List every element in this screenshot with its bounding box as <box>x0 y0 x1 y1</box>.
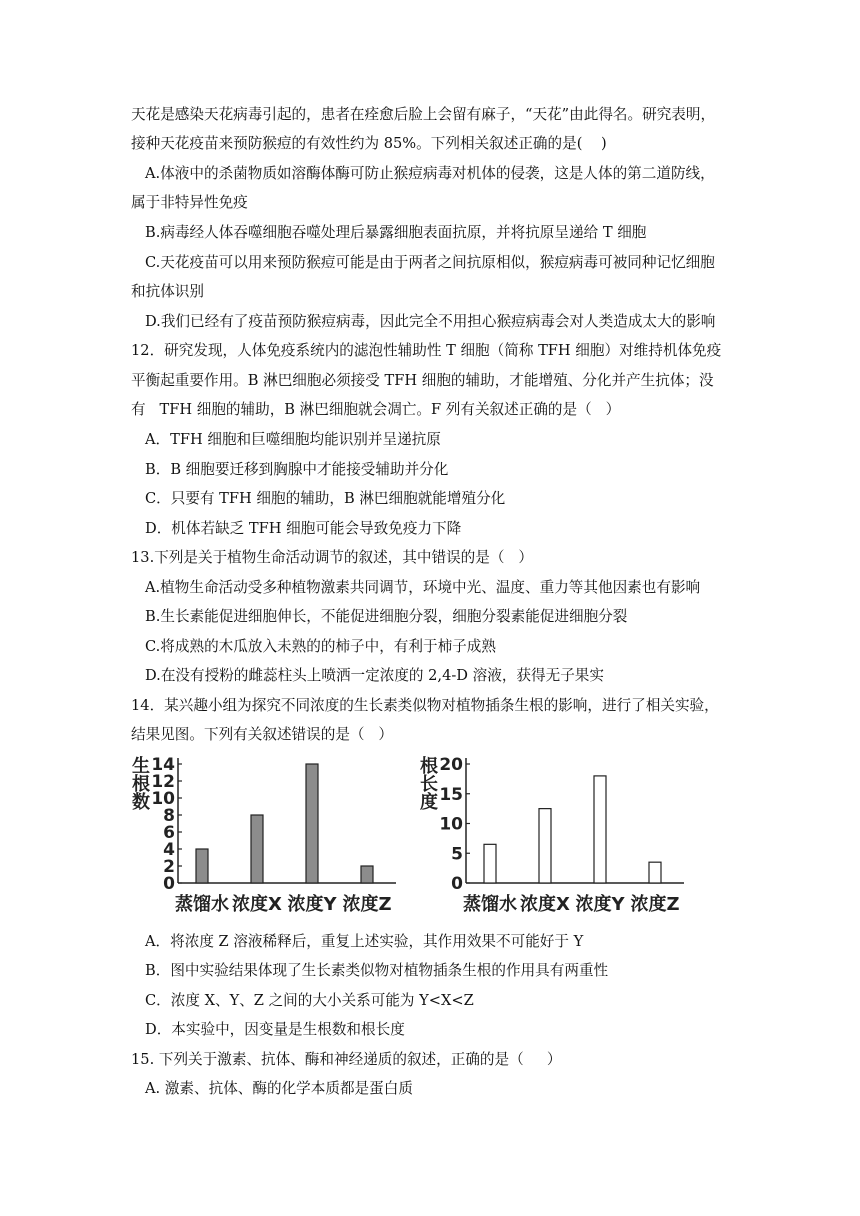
x-category-label: 浓度X <box>520 894 570 915</box>
q11-option-d: D.我们已经有了疫苗预防猴痘病毒，因此完全不用担心猴痘病毒会对人类造成太大的影响 <box>145 313 716 330</box>
q14-stem-line-2: 结果见图。下列有关叙述错误的是（ ） <box>131 726 394 743</box>
q11-stem-line-1: 天花是感染天花病毒引起的，患者在痊愈后脸上会留有麻子，“天花”由此得名。研究表明， <box>131 106 716 123</box>
chart-root-length <box>418 752 690 920</box>
x-category-label: 浓度X <box>232 894 282 915</box>
q14-option-a: A．将浓度 Z 溶液稀释后，重复上述实验，其作用效果不可能好于 Y <box>145 933 584 950</box>
q12-stem-line-1: 12．研究发现，人体免疫系统内的滤泡性辅助性 T 细胞（简称 TFH 细胞）对维持机体免疫 <box>131 342 722 359</box>
bar-浓度Y <box>306 764 318 883</box>
chart-root-count-svg <box>130 752 402 920</box>
y-tick-label: 0 <box>163 874 175 894</box>
q13-option-b: B.生长素能促进细胞伸长，不能促进细胞分裂，细胞分裂素能促进细胞分裂 <box>145 608 628 625</box>
q14-option-d: D．本实验中，因变量是生根数和根长度 <box>145 1021 405 1038</box>
y-tick-label: 14 <box>151 755 175 775</box>
q11-option-c-line-2: 和抗体识别 <box>131 283 204 300</box>
x-category-label: 蒸馏水 <box>463 894 517 915</box>
y-axis-label-char: 根 <box>420 756 438 777</box>
x-category-label: 浓度Y <box>575 894 625 915</box>
q12-option-a: A．TFH 细胞和巨噬细胞均能识别并呈递抗原 <box>145 431 441 448</box>
y-tick-label: 15 <box>439 784 463 805</box>
q12-option-b: B．B 细胞要迁移到胸腺中才能接受辅助并分化 <box>145 461 449 478</box>
bar-浓度Z <box>649 862 661 883</box>
y-tick-label: 8 <box>163 806 175 826</box>
y-tick-label: 20 <box>439 755 463 775</box>
q12-option-c: C．只要有 TFH 细胞的辅助，B 淋巴细胞就能增殖分化 <box>145 490 506 507</box>
y-tick-label: 4 <box>163 840 175 860</box>
y-tick-label: 6 <box>163 823 175 843</box>
q11-option-b: B.病毒经人体吞噬细胞吞噬处理后暴露细胞表面抗原，并将抗原呈递给 T 细胞 <box>145 224 647 241</box>
q11-option-a-line-2: 属于非特异性免疫 <box>131 194 248 211</box>
chart-root-count <box>130 752 402 920</box>
q15-option-a: A. 激素、抗体、酶的化学本质都是蛋白质 <box>145 1080 413 1097</box>
bar-蒸馏水 <box>484 844 496 883</box>
y-tick-label: 10 <box>439 814 463 835</box>
q13-option-a: A.植物生命活动受多种植物激素共同调节，环境中光、温度、重力等其他因素也有影响 <box>145 579 701 596</box>
bar-浓度X <box>539 809 551 883</box>
q11-stem-line-2: 接种天花疫苗来预防猴痘的有效性约为 85%。下列相关叙述正确的是( ) <box>131 135 607 152</box>
y-tick-label: 10 <box>151 789 175 809</box>
y-axis-label-char: 数 <box>132 792 150 813</box>
q14-option-b: B．图中实验结果体现了生长素类似物对植物插条生根的作用具有两重性 <box>145 962 609 979</box>
bar-浓度X <box>251 815 263 883</box>
q13-option-d: D.在没有授粉的雌蕊柱头上喷洒一定浓度的 2,4-D 溶液，获得无子果实 <box>145 667 604 684</box>
y-axis-label-char: 根 <box>132 774 150 795</box>
bar-浓度Z <box>361 866 373 883</box>
q14-stem-line-1: 14．某兴趣小组为探究不同浓度的生长素类似物对植物插条生根的影响，进行了相关实验， <box>131 697 719 714</box>
x-category-label: 浓度Z <box>630 894 680 915</box>
x-category-label: 浓度Z <box>342 894 392 915</box>
y-tick-label: 2 <box>163 857 175 877</box>
q12-option-d: D．机体若缺乏 TFH 细胞可能会导致免疫力下降 <box>145 520 462 537</box>
bar-浓度Y <box>594 776 606 883</box>
y-tick-label: 5 <box>451 844 463 865</box>
y-axis-label-char: 长 <box>420 774 438 795</box>
q14-option-c: C．浓度 X、Y、Z 之间的大小关系可能为 Y<X<Z <box>145 992 474 1009</box>
q11-option-a-line-1: A.体液中的杀菌物质如溶酶体酶可防止猴痘病毒对机体的侵袭，这是人体的第二道防线， <box>145 165 715 182</box>
chart-root-length-svg <box>418 752 690 920</box>
q13-option-c: C.将成熟的木瓜放入未熟的的柿子中，有利于柿子成熟 <box>145 638 496 655</box>
bar-蒸馏水 <box>196 849 208 883</box>
q11-option-c-line-1: C.天花疫苗可以用来预防猴痘可能是由于两者之间抗原相似，猴痘病毒可被同种记忆细胞 <box>145 254 715 271</box>
y-axis-label-char: 生 <box>132 756 150 777</box>
q13-stem: 13.下列是关于植物生命活动调节的叙述，其中错误的是（ ） <box>131 549 533 566</box>
y-axis-label-char: 度 <box>420 792 438 813</box>
q15-stem: 15. 下列关于激素、抗体、酶和神经递质的叙述，正确的是（ ） <box>131 1051 562 1068</box>
x-category-label: 浓度Y <box>287 894 337 915</box>
q12-stem-line-2: 平衡起重要作用。B 淋巴细胞必须接受 TFH 细胞的辅助，才能增殖、分化并产生抗体；没 <box>131 372 714 389</box>
y-tick-label: 0 <box>451 874 463 894</box>
x-category-label: 蒸馏水 <box>175 894 229 915</box>
y-tick-label: 12 <box>151 772 175 792</box>
q12-stem-line-3: 有 TFH 细胞的辅助，B 淋巴细胞就会凋亡。F 列有关叙述正确的是（ ） <box>131 401 621 418</box>
